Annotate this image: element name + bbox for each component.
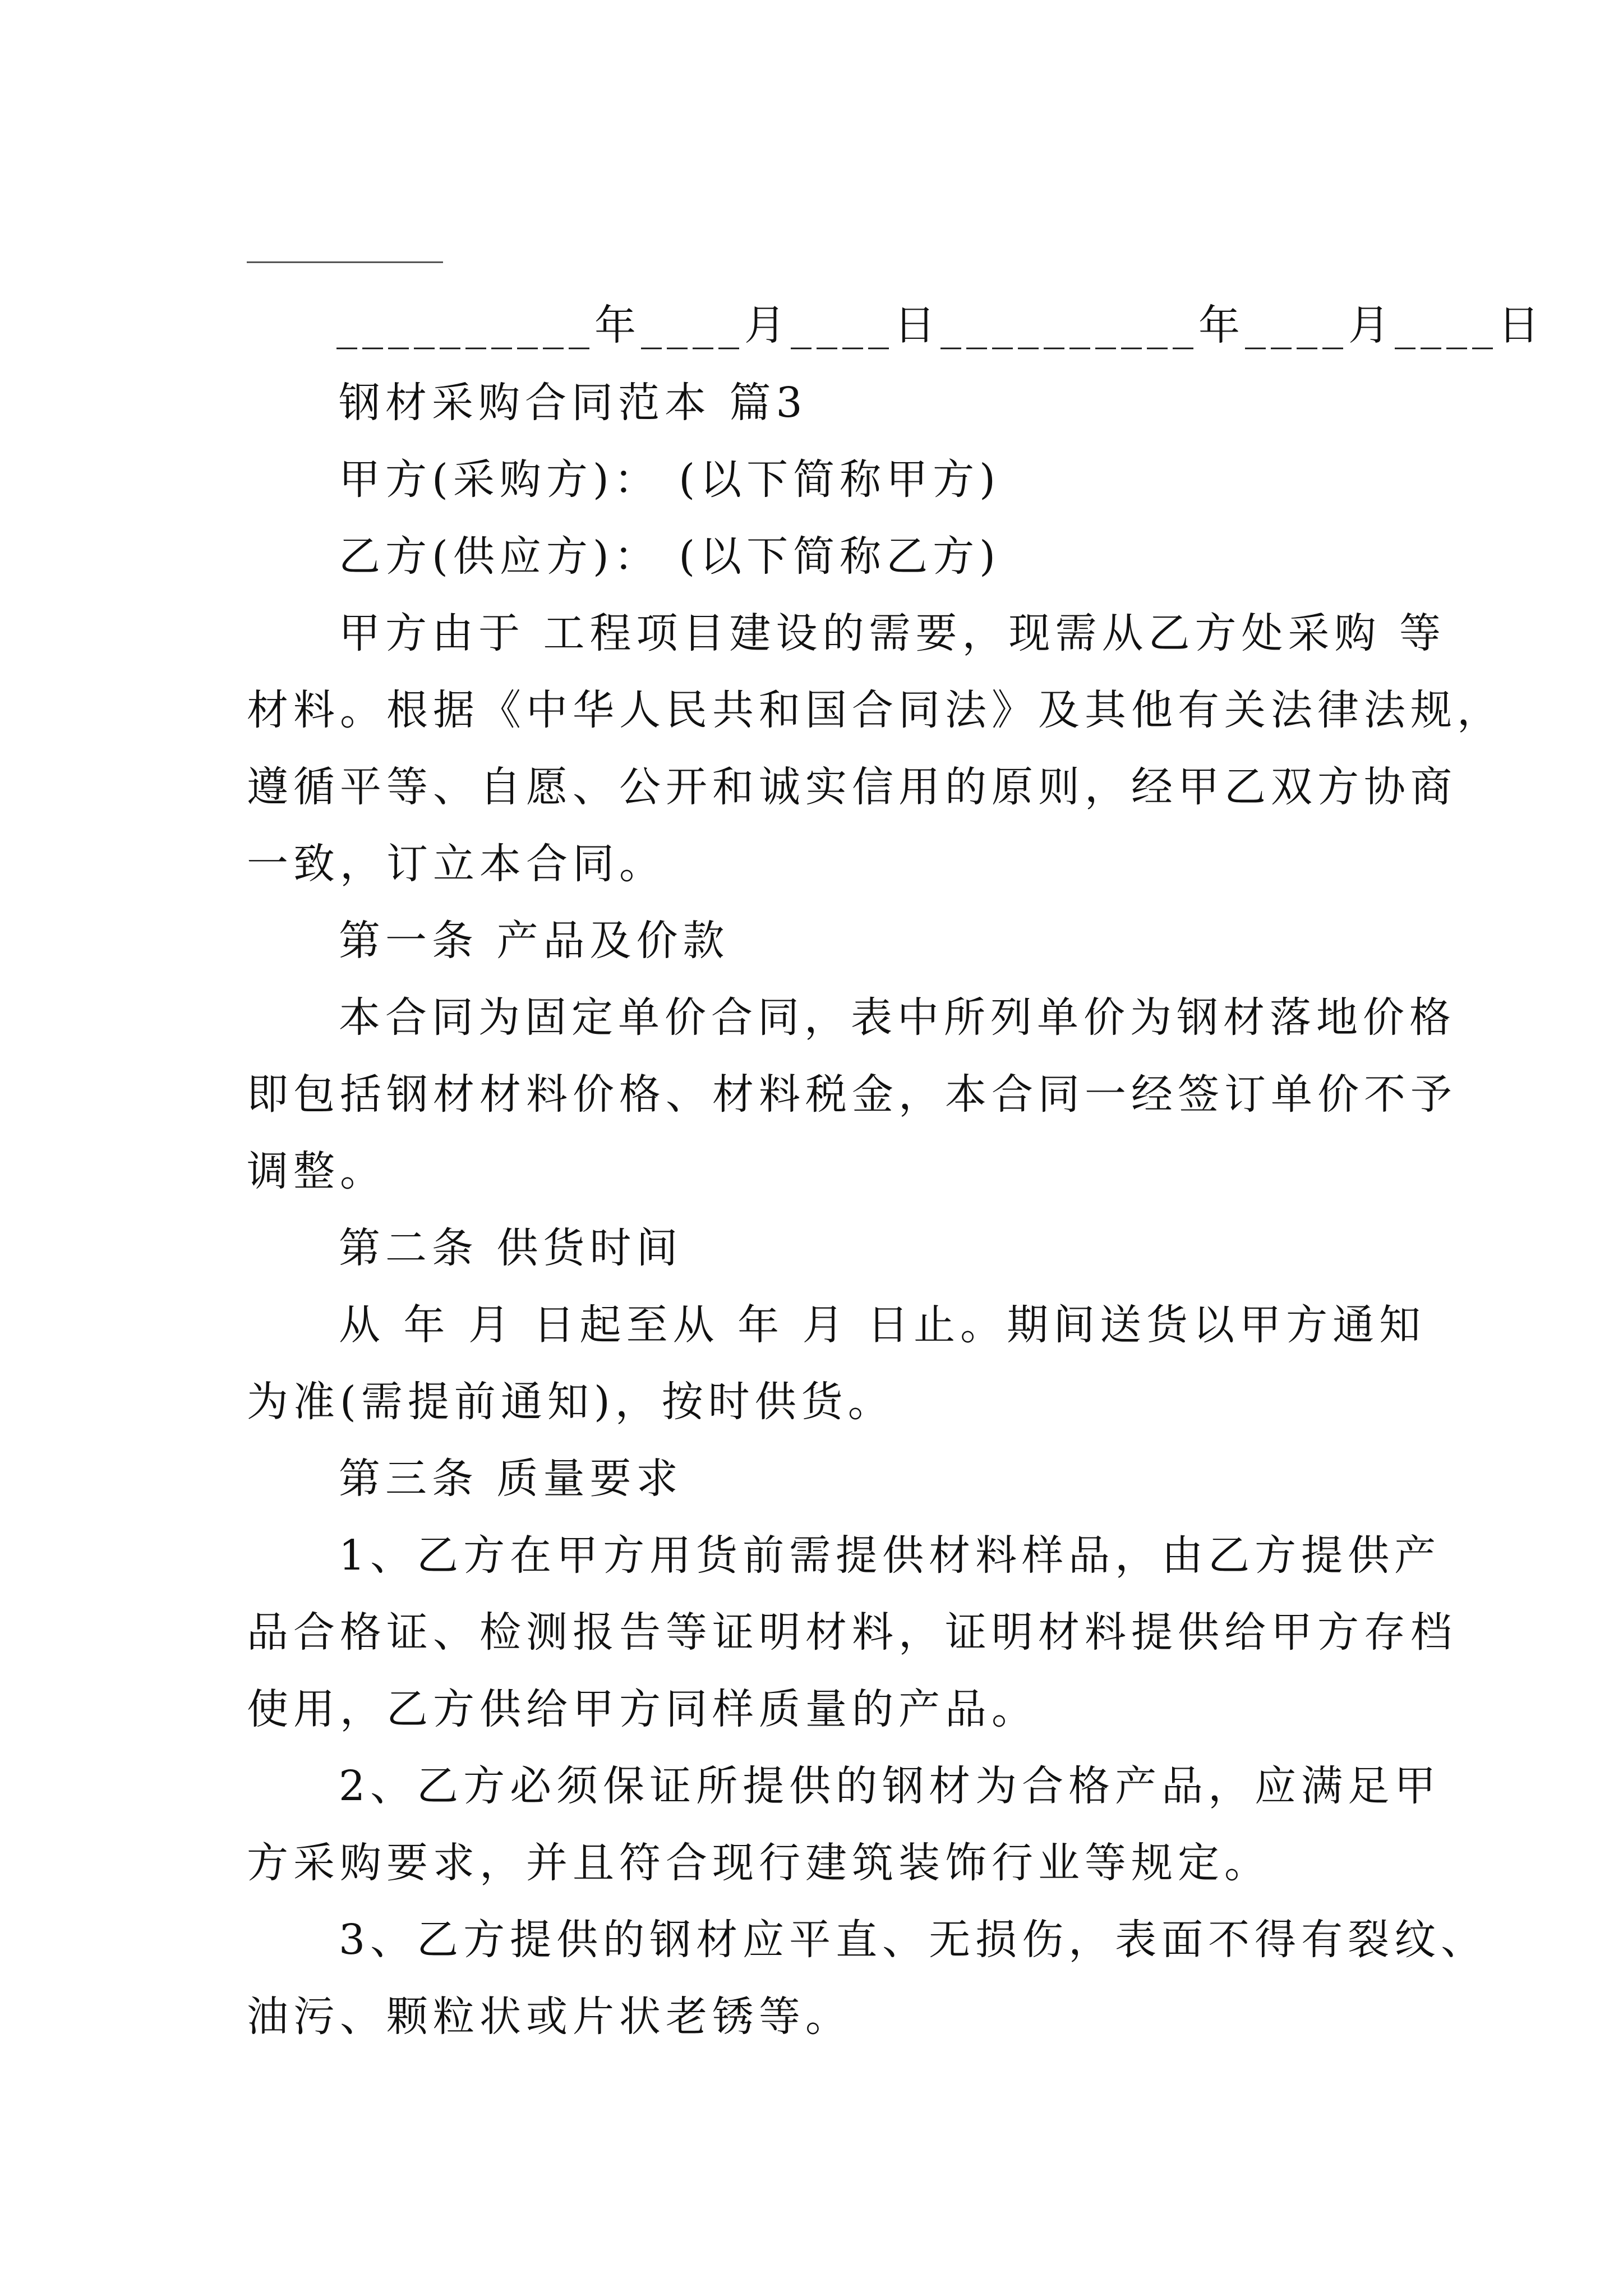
article1-line-2: 即包括钢材材料价格、材料税金，本合同一经签订单价不予 <box>247 1070 1457 1119</box>
article2-line-2: 为准(需提前通知)，按时供货。 <box>247 1378 895 1426</box>
article3-item1-line-1: 1、乙方在甲方用货前需提供材料样品，由乙方提供产 <box>339 1531 1441 1580</box>
article3-item3-line-1: 3、乙方提供的钢材应平直、无损伤，表面不得有裂纹、 <box>339 1916 1488 1964</box>
article3-item1-line-3: 使用，乙方供给甲方同样质量的产品。 <box>247 1685 1038 1733</box>
article3-item3-line-2: 油污、颗粒状或片状老锈等。 <box>247 1993 852 2041</box>
article3-item2-line-1: 2、乙方必须保证所提供的钢材为合格产品，应满足甲 <box>339 1762 1441 1810</box>
party-b-line: 乙方(供应方)： (以下简称乙方) <box>339 532 1001 581</box>
article1-heading: 第一条 产品及价款 <box>339 917 730 965</box>
top-rule <box>247 261 443 263</box>
article1-line-1: 本合同为固定单价合同，表中所列单价为钢材落地价格 <box>339 993 1456 1042</box>
article3-item2-line-2: 方采购要求，并且符合现行建筑装饰行业等规定。 <box>247 1839 1271 1887</box>
signature-date-line: __________年____月____日__________年____月____日 <box>336 301 1544 349</box>
section-title: 钢材采购合同范本 篇3 <box>339 379 808 427</box>
article3-heading: 第三条 质量要求 <box>339 1455 683 1503</box>
article2-line-1: 从 年 月 日起至从 年 月 日止。期间送货以甲方通知 <box>339 1301 1426 1349</box>
article1-line-3: 调整。 <box>247 1147 386 1195</box>
intro-line-4: 一致，订立本合同。 <box>247 840 666 888</box>
intro-line-2: 材料。根据《中华人民共和国合同法》及其他有关法律法规， <box>247 686 1504 734</box>
article3-item1-line-2: 品合格证、检测报告等证明材料，证明材料提供给甲方存档 <box>247 1608 1457 1657</box>
article2-heading: 第二条 供货时间 <box>339 1224 683 1272</box>
party-a-line: 甲方(采购方)： (以下简称甲方) <box>339 455 1001 504</box>
intro-line-1: 甲方由于 工程项目建设的需要，现需从乙方处采购 等 <box>339 609 1446 657</box>
intro-line-3: 遵循平等、自愿、公开和诚实信用的原则，经甲乙双方协商 <box>247 763 1457 811</box>
